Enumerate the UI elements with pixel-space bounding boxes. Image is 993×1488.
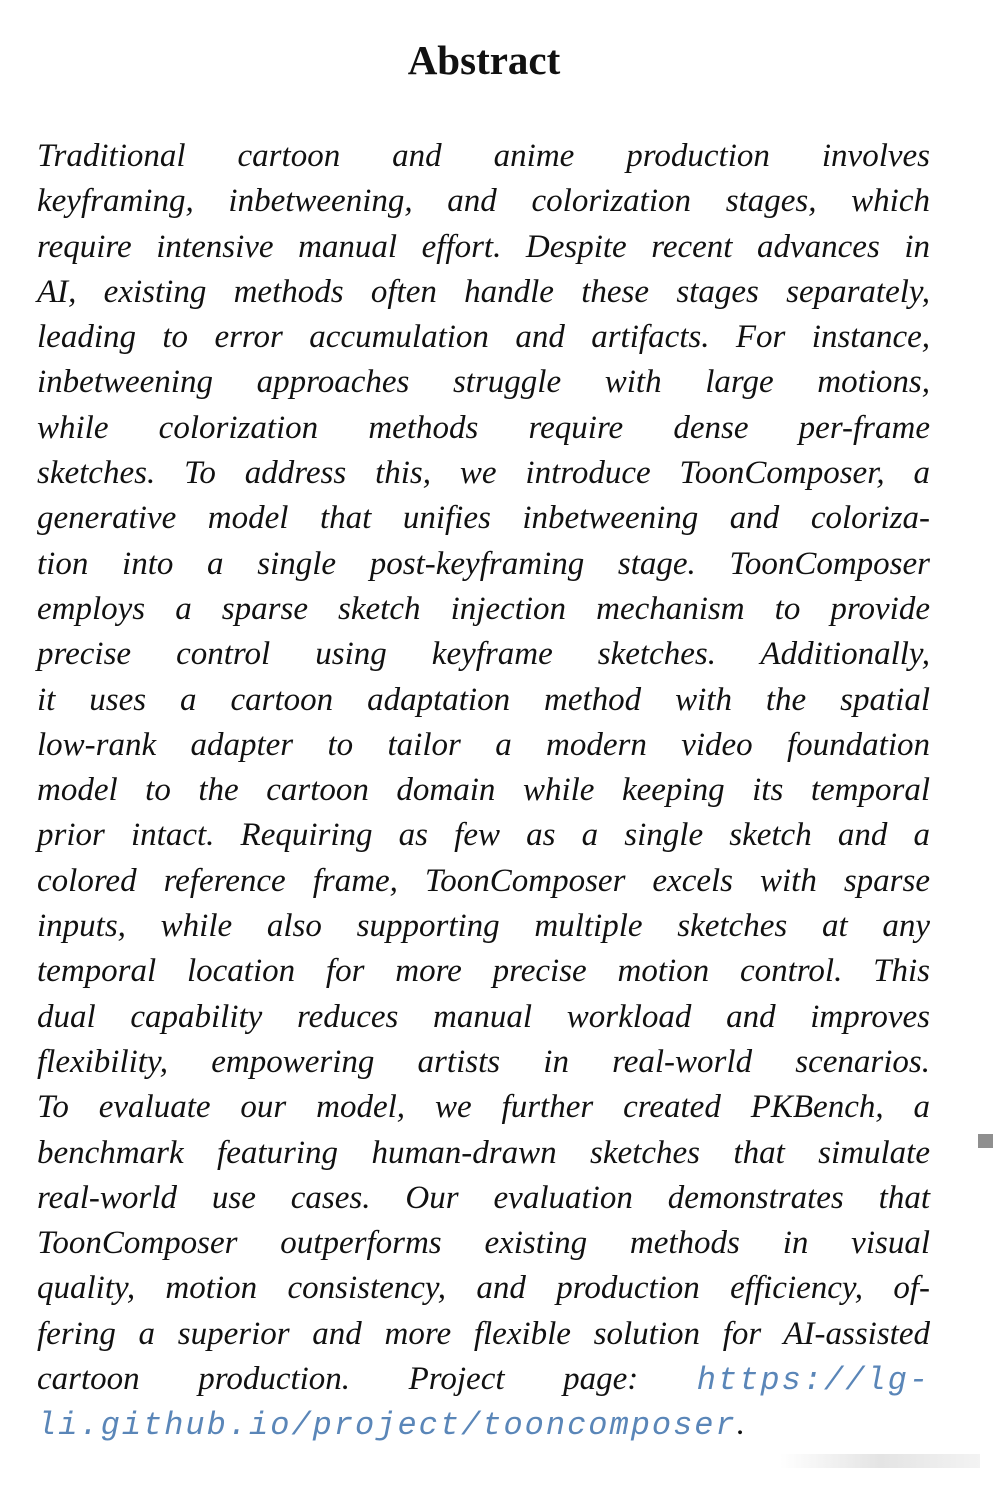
abstract-line: employs a sparse sketch injection mechanism to provide [37,590,930,627]
abstract-line-last [37,1402,930,1447]
abstract-line: keyframing, inbetweening, and colorization stages, which [37,183,930,220]
abstract-line: sketches. To address this, we introduce ToonComposer, a [37,455,930,492]
abstract-line: while colorization methods require dense per-frame [37,409,930,446]
abstract-line: inputs, while also supporting multiple sketches at any [37,908,930,945]
abstract-line: tion into a single post-keyframing stage. ToonComposer [37,545,930,582]
abstract-line: it uses a cartoon adaptation method with the spatial [37,681,930,718]
bottom-fade-artifact [780,1454,980,1468]
abstract-line: prior intact. Requiring as few as a single sketch and a [37,817,930,854]
abstract-line: precise control using keyframe sketches. Additionally, [37,636,930,673]
abstract-line: leading to error accumulation and artifacts. For instance, [37,319,930,356]
abstract-line: generative model that unifies inbetweening and coloriza- [37,500,930,537]
abstract-line: benchmark featuring human-drawn sketches that simulate [37,1134,930,1171]
project-link-part1[interactable]: https://lg- [696,1362,931,1400]
abstract-title: Abstract [407,37,561,83]
abstract-line: ToonComposer outperforms existing methods in visual [37,1225,930,1262]
abstract-line: require intensive manual effort. Despite recent advances in [37,228,930,265]
final-period: . [736,1406,745,1443]
abstract-line: inbetweening approaches struggle with large motions, [37,364,930,401]
abstract-line: low-rank adapter to tailor a modern video foundation [37,726,930,763]
abstract-line: real-world use cases. Our evaluation demonstrates that [37,1179,930,1216]
abstract-line: AI, existing methods often handle these stages separately, [37,273,930,310]
abstract-line: flexibility, empowering artists in real-world scenarios. [37,1043,930,1080]
abstract-line: dual capability reduces manual workload and improves [37,998,930,1035]
abstract-line: To evaluate our model, we further created PKBench, a [37,1089,930,1126]
abstract-line: quality, motion consistency, and production efficiency, of- [37,1270,930,1307]
abstract-line-project [37,1357,930,1402]
abstract-body [37,134,930,1448]
abstract-line: model to the cartoon domain while keeping its temporal [37,772,930,809]
abstract-line: fering a superior and more flexible solution for AI-assisted [37,1315,930,1352]
project-link-part2[interactable]: li.github.io/project/tooncomposer [37,1407,737,1445]
abstract-line: colored reference frame, ToonComposer excels with sparse [37,862,930,899]
project-page-text: cartoon production. Project page: [37,1361,639,1398]
scrollbar-thumb[interactable] [978,1134,993,1148]
abstract-line: Traditional cartoon and anime production involves [37,138,930,174]
abstract-line: temporal location for more precise motion control. This [37,953,930,990]
